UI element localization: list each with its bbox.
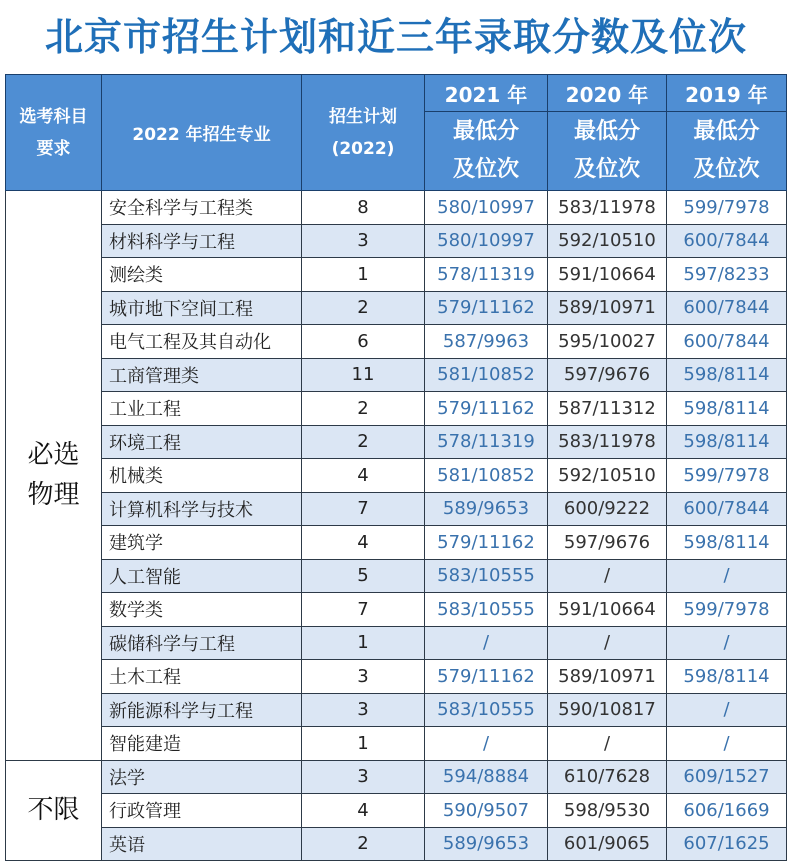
table-row <box>6 392 787 426</box>
plan-count: 2 <box>302 425 425 459</box>
score-2019: / <box>667 727 787 761</box>
table-row <box>6 794 787 828</box>
score-2020: 598/9530 <box>548 794 667 828</box>
score-2020: 587/11312 <box>548 392 667 426</box>
score-2019: 598/8114 <box>667 358 787 392</box>
plan-count: 7 <box>302 492 425 526</box>
table-row <box>6 593 787 627</box>
score-2020: 583/11978 <box>548 425 667 459</box>
score-2019: 600/7844 <box>667 224 787 258</box>
table-row <box>6 660 787 694</box>
score-2019: 599/7978 <box>667 459 787 493</box>
score-2021: 580/10997 <box>425 224 548 258</box>
min-score-rank-header-2020: 最低分 及位次 <box>548 112 667 191</box>
score-2019: / <box>667 693 787 727</box>
table-row <box>6 459 787 493</box>
score-2021: 579/11162 <box>425 291 548 325</box>
plan-count: 4 <box>302 459 425 493</box>
score-2019: 598/8114 <box>667 392 787 426</box>
admission-table <box>5 74 787 861</box>
table-row <box>6 760 787 794</box>
table-row <box>6 827 787 861</box>
score-2021: 579/11162 <box>425 392 548 426</box>
score-2019: 600/7844 <box>667 492 787 526</box>
major-name: 智能建造 <box>102 727 302 761</box>
major-name: 电气工程及其自动化 <box>102 325 302 359</box>
plan-count: 2 <box>302 827 425 861</box>
major-name: 建筑学 <box>102 526 302 560</box>
table-row <box>6 191 787 225</box>
plan-count: 4 <box>302 526 425 560</box>
score-2019: 599/7978 <box>667 593 787 627</box>
plan-count: 5 <box>302 559 425 593</box>
table-row <box>6 559 787 593</box>
score-2019: 597/8233 <box>667 258 787 292</box>
score-2021: 578/11319 <box>425 258 548 292</box>
score-2021: 583/10555 <box>425 593 548 627</box>
plan-header: 招生计划 (2022) <box>302 75 425 191</box>
score-2020: 592/10510 <box>548 224 667 258</box>
score-2021: 589/9653 <box>425 827 548 861</box>
major-name: 数学类 <box>102 593 302 627</box>
major-name: 土木工程 <box>102 660 302 694</box>
table-row <box>6 425 787 459</box>
score-2021: 589/9653 <box>425 492 548 526</box>
table-row <box>6 492 787 526</box>
score-2019: / <box>667 626 787 660</box>
subject-group-label: 不限 <box>6 760 102 861</box>
major-name: 机械类 <box>102 459 302 493</box>
score-2020: / <box>548 727 667 761</box>
page-title: 北京市招生计划和近三年录取分数及位次 <box>44 15 747 59</box>
score-2020: 590/10817 <box>548 693 667 727</box>
plan-count: 11 <box>302 358 425 392</box>
min-score-rank-header-2019: 最低分 及位次 <box>667 112 787 191</box>
score-2020: 589/10971 <box>548 291 667 325</box>
score-2021: / <box>425 626 548 660</box>
score-2020: 589/10971 <box>548 660 667 694</box>
plan-count: 1 <box>302 727 425 761</box>
score-2020: 592/10510 <box>548 459 667 493</box>
score-2019: 598/8114 <box>667 526 787 560</box>
major-name: 安全科学与工程类 <box>102 191 302 225</box>
score-2020: 610/7628 <box>548 760 667 794</box>
major-name: 计算机科学与技术 <box>102 492 302 526</box>
score-2021: 581/10852 <box>425 358 548 392</box>
major-name: 行政管理 <box>102 794 302 828</box>
score-2019: 606/1669 <box>667 794 787 828</box>
score-2021: 578/11319 <box>425 425 548 459</box>
major-name: 测绘类 <box>102 258 302 292</box>
plan-count: 3 <box>302 693 425 727</box>
plan-count: 3 <box>302 224 425 258</box>
table-row <box>6 727 787 761</box>
plan-count: 1 <box>302 258 425 292</box>
score-2020: 591/10664 <box>548 593 667 627</box>
major-name: 法学 <box>102 760 302 794</box>
major-name: 材料科学与工程 <box>102 224 302 258</box>
major-name: 工商管理类 <box>102 358 302 392</box>
major-name: 工业工程 <box>102 392 302 426</box>
score-2021: 579/11162 <box>425 526 548 560</box>
major-name: 碳储科学与工程 <box>102 626 302 660</box>
score-2019: 600/7844 <box>667 291 787 325</box>
year-2020-header: 2020 年 <box>548 75 667 112</box>
plan-count: 8 <box>302 191 425 225</box>
plan-count: 1 <box>302 626 425 660</box>
score-2019: 607/1625 <box>667 827 787 861</box>
score-2021: 590/9507 <box>425 794 548 828</box>
subject-group-label: 必选 物理 <box>6 191 102 761</box>
major-name: 环境工程 <box>102 425 302 459</box>
score-2019: / <box>667 559 787 593</box>
score-2021: 583/10555 <box>425 559 548 593</box>
plan-count: 6 <box>302 325 425 359</box>
score-2020: 595/10027 <box>548 325 667 359</box>
score-2021: 583/10555 <box>425 693 548 727</box>
table-row <box>6 258 787 292</box>
year-2021-header: 2021 年 <box>425 75 548 112</box>
plan-count: 3 <box>302 760 425 794</box>
major-name: 英语 <box>102 827 302 861</box>
score-2021: 580/10997 <box>425 191 548 225</box>
score-2021: 581/10852 <box>425 459 548 493</box>
score-2021: 579/11162 <box>425 660 548 694</box>
plan-count: 2 <box>302 291 425 325</box>
major-name: 人工智能 <box>102 559 302 593</box>
table-row <box>6 693 787 727</box>
score-2019: 609/1527 <box>667 760 787 794</box>
table-row <box>6 358 787 392</box>
score-2021: 587/9963 <box>425 325 548 359</box>
score-2019: 600/7844 <box>667 325 787 359</box>
subject-requirement-header: 选考科目 要求 <box>6 75 102 191</box>
major-name: 新能源科学与工程 <box>102 693 302 727</box>
score-2020: 601/9065 <box>548 827 667 861</box>
score-2020: / <box>548 559 667 593</box>
table-row <box>6 526 787 560</box>
score-2021: 594/8884 <box>425 760 548 794</box>
major-name: 城市地下空间工程 <box>102 291 302 325</box>
plan-count: 3 <box>302 660 425 694</box>
score-2019: 599/7978 <box>667 191 787 225</box>
score-2020: 600/9222 <box>548 492 667 526</box>
score-2020: 597/9676 <box>548 526 667 560</box>
table-row <box>6 325 787 359</box>
score-2020: / <box>548 626 667 660</box>
score-2021: / <box>425 727 548 761</box>
plan-count: 2 <box>302 392 425 426</box>
table-row <box>6 291 787 325</box>
score-2019: 598/8114 <box>667 660 787 694</box>
plan-count: 4 <box>302 794 425 828</box>
score-2020: 591/10664 <box>548 258 667 292</box>
table-row <box>6 224 787 258</box>
score-2020: 597/9676 <box>548 358 667 392</box>
score-2020: 583/11978 <box>548 191 667 225</box>
min-score-rank-header-2021: 最低分 及位次 <box>425 112 548 191</box>
table-row <box>6 626 787 660</box>
year-2019-header: 2019 年 <box>667 75 787 112</box>
major-header: 2022 年招生专业 <box>102 75 302 191</box>
plan-count: 7 <box>302 593 425 627</box>
score-2019: 598/8114 <box>667 425 787 459</box>
